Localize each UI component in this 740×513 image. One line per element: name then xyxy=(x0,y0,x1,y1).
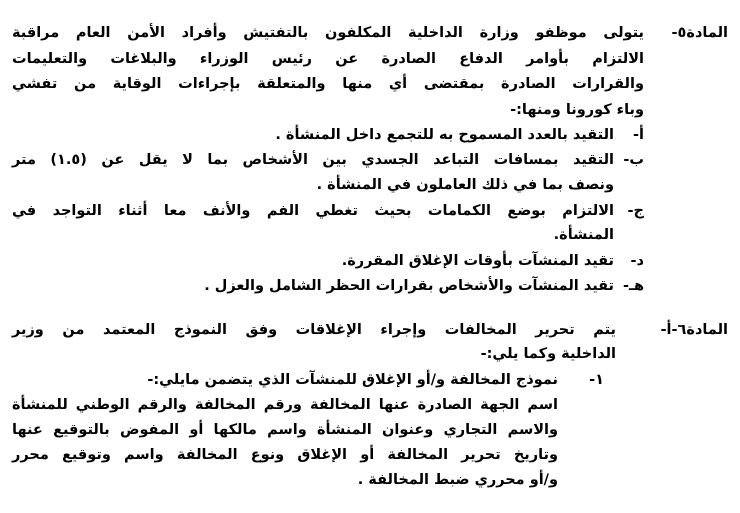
item-text: ونصف بما في ذلك العاملون في المنشأة . xyxy=(316,177,614,193)
item-marker: د- xyxy=(630,253,644,269)
item-marker: أ- xyxy=(633,127,644,143)
sub-item-title: نموذج المخالفة و/أو الإغلاق للمنشآت الذي يتضمن مايلي:- xyxy=(147,372,558,388)
article-6-line: الداخلية وكما يلي:- xyxy=(480,346,616,362)
article-5-heading: المادة٥- xyxy=(671,25,728,41)
item-marker: ج- xyxy=(627,203,644,219)
article-5-line: يتولى موظفو وزارة الداخلية المكلفون بالتفتيش وأفراد الأمن العام مراقبة xyxy=(12,25,644,41)
item-text: التقيد بمسافات التباعد الجسدي بين الأشخاص بما لا يقل عن (١.٥) متر xyxy=(12,152,615,168)
sub-item-marker: ١- xyxy=(589,372,604,388)
item-marker: هـ- xyxy=(622,278,644,294)
article-5-line: وباء كورونا ومنها:- xyxy=(510,102,644,118)
article-5-line: الالتزام بأوامر الدفاع الصادرة عن رئيس الوزراء والبلاغات والتعليمات xyxy=(12,51,644,67)
item-text: التقيد بالعدد المسموح به للتجمع داخل المنشأة . xyxy=(275,127,614,143)
sub-item-line: اسم الجهة الصادرة عنها المخالفة ورقم المخالفة والرقم الوطني للمنشأة xyxy=(12,397,558,413)
sub-item-line: والاسم التجاري وعنوان المنشأة واسم مالكها أو المفوض بالتوقيع عنها xyxy=(12,422,558,438)
sub-item-line: و/أو محرري ضبط المخالفة . xyxy=(357,472,558,488)
item-text: الالتزام بوضع الكمامات بحيث تغطي الفم والأنف معا أثناء التواجد في xyxy=(12,203,614,219)
article-5-line: والقرارات الصادرة بمقتضى أي منها والمتعلقة بإجراءات الوقاية من تفشي xyxy=(12,76,644,92)
article-6-heading: المادة٦-أ- xyxy=(660,322,728,338)
item-text: المنشأة. xyxy=(553,227,614,243)
item-text: تقيد المنشآت بأوقات الإغلاق المقررة. xyxy=(341,253,614,269)
sub-item-line: وتاريخ تحرير المخالفة أو الإغلاق ونوع المخالفة واسم وتوقيع محرر xyxy=(12,447,558,463)
article-6-line: يتم تحرير المخالفات وإجراء الإغلاقات وفق النموذج المعتمد من وزير xyxy=(12,322,616,338)
item-text: تقيد المنشآت والأشخاص بقرارات الحظر الشامل والعزل . xyxy=(204,278,614,294)
item-marker: ب- xyxy=(623,152,644,168)
